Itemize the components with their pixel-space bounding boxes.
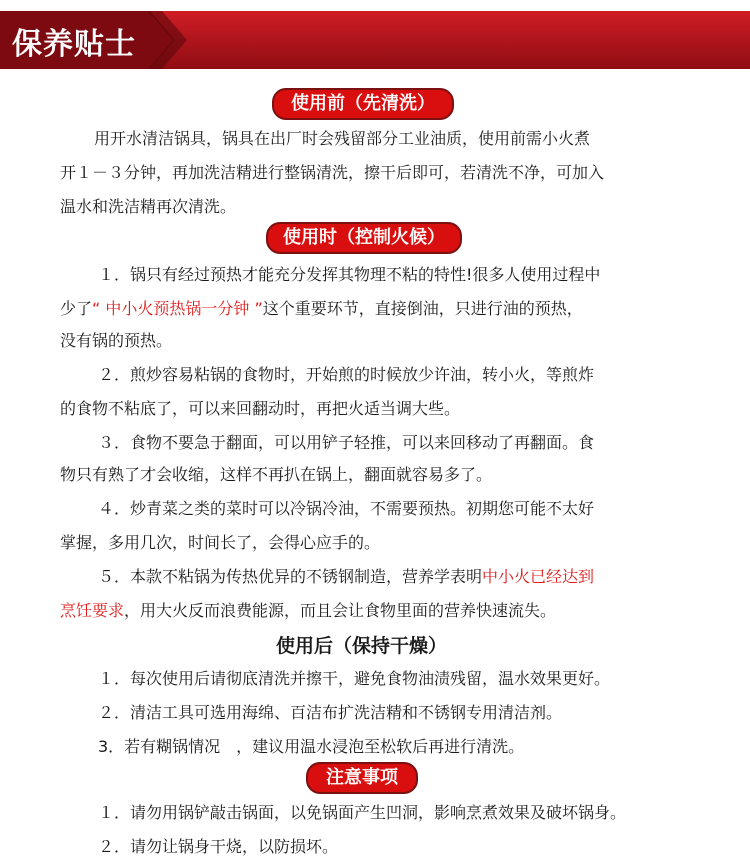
after-use-line: １．每次使用后请彻底清洗并擦干，避免食物油渍残留，温水效果更好。: [98, 669, 611, 688]
paragraph-line: 温水和洗洁精再次清洗。: [60, 197, 237, 216]
section-heading-after-use: 使用后（保持干燥）: [276, 635, 448, 657]
tip-item-4-line: ４．炒青菜之类的菜时可以冷锅冷油，不需要预热。初期您可能不太好: [98, 499, 595, 518]
after-use-line: ２．清洁工具可选用海绵、百洁布扩洗洁精和不锈钢专用清洁剂。: [98, 703, 563, 722]
paragraph-line: 用开水清洁锅具，锅具在出厂时会残留部分工业油质，使用前需小火煮: [94, 129, 591, 148]
tip-item-1-line: 没有锅的预热。: [60, 331, 173, 350]
tip-item-1-line: [60, 296, 583, 319]
notes-line: １．请勿用锅铲敲击锅面，以免锅面产生凹洞，影响烹煮效果及破坏锅身。: [98, 803, 627, 822]
after-use-line: 3．若有糊锅情况 ，建议用温水浸泡至松软后再进行清洗。: [98, 737, 525, 756]
section-heading-during-use: 使用时（控制火候）: [266, 222, 462, 254]
tip-item-2-line: ２．煎炒容易粘锅的食物时，开始煎的时候放少许油，转小火，等煎炸: [98, 365, 595, 384]
header-banner: [0, 11, 750, 69]
paragraph-line: 开１－３分钟，再加洗洁精进行整锅清洗，擦干后即可，若清洗不净，可加入: [60, 163, 605, 182]
tip-item-1-line: １．锅只有经过预热才能充分发挥其物理不粘的特性!很多人使用过程中: [98, 265, 601, 284]
tip-item-5-line: [98, 564, 594, 587]
tip-item-4-line: 掌握，多用几次，时间长了，会得心应手的。: [60, 533, 381, 552]
tip-item-3-line: ３．食物不要急于翻面，可以用铲子轻推，可以来回移动了再翻面。食: [98, 433, 595, 452]
tip-item-2-line: 的食物不粘底了，可以来回翻动时，再把火适当调大些。: [60, 399, 461, 418]
highlight-text: “ 中小火预热锅一分钟 ”: [92, 299, 263, 318]
text-normal: 少了: [60, 299, 93, 318]
text-normal: 这个重要环节，直接倒油，只进行油的预热，: [262, 299, 583, 318]
section-heading-notes: 注意事项: [306, 762, 418, 794]
tip-item-3-line: 物只有熟了才会收缩，这样不再扒在锅上，翻面就容易多了。: [60, 465, 493, 484]
text-normal: ５．本款不粘锅为传热优异的不锈钢制造，营养学表明: [98, 567, 483, 586]
highlight-text: 烹饪要求: [60, 601, 125, 620]
banner-title: 保养贴士: [12, 27, 136, 62]
section-heading-before-use: 使用前（先清洗）: [272, 88, 454, 120]
tip-item-5-line: [60, 598, 556, 621]
text-normal: ，用大火反而浪费能源，而且会让食物里面的营养快速流失。: [124, 601, 557, 620]
notes-line: ２．请勿让锅身干烧，以防损坏。: [98, 837, 339, 856]
highlight-text: 中小火已经达到: [482, 567, 595, 586]
